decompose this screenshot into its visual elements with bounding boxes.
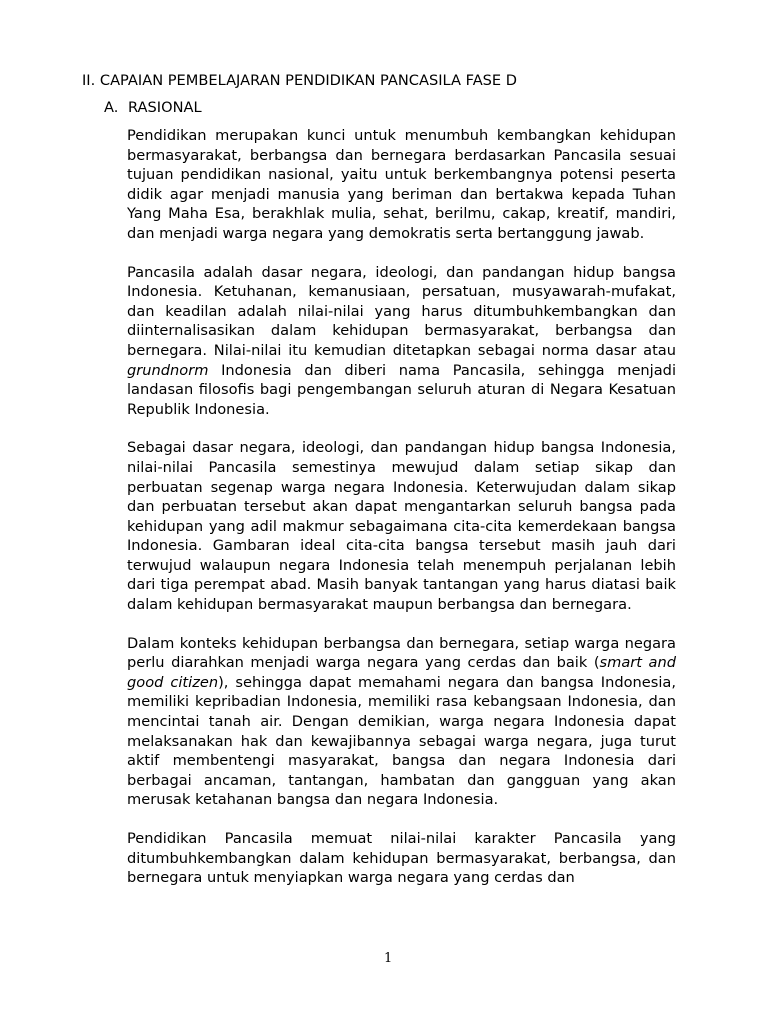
section-heading <box>104 98 202 118</box>
paragraph-4 <box>127 634 676 810</box>
paragraph-2 <box>127 263 676 420</box>
paragraph-3: Sebagai dasar negara, ideologi, dan pandangan hidup bangsa Indonesia, nilai-nilai Pancasila semestinya mewujud dalam setiap sikap dan perbuatan segenap warga negara Indonesia. Keterwujudan dalam sikap dan perbuatan tersebut akan dapat mengantarkan seluruh bangsa pada kehidupan yang adil makmur sebagaimana cita-cita kemerdekaan bangsa Indonesia. Gambaran ideal cita-cita bangsa tersebut masih jauh dari terwujud walaupun negara Indonesia telah menempuh perjalanan lebih dari tiga perempat abad. Masih banyak tantangan yang harus diatasi baik dalam kehidupan bermasyarakat maupun berbangsa dan bernegara. <box>127 439 676 614</box>
section-body <box>127 126 676 907</box>
chapter-heading: II. CAPAIAN PEMBELAJARAN PENDIDIKAN PANCASILA FASE D <box>82 72 518 89</box>
section-title: RASIONAL <box>128 99 202 116</box>
paragraph-2-italic-term: grundnorm <box>127 361 209 379</box>
paragraph-4-italic-term: smart and good citizen <box>127 654 676 691</box>
paragraph-4-text-end: ), sehingga dapat memahami negara dan bangsa Indonesia, memiliki kepribadian Indonesia, memiliki rasa kebangsaan Indonesia, dan mencintai tanah air. Dengan demikian, warga negara Indonesia dapat melaksanakan hak dan kewajibannya sebagai warga negara, juga turut aktif membentengi masyarakat, bangsa dan negara Indonesia dari berbagai ancaman, tantangan, hambatan dan gangguan yang akan merusak ketahanan bangsa dan negara Indonesia. <box>127 673 676 809</box>
paragraph-2-text-start: Pancasila adalah dasar negara, ideologi, dan pandangan hidup bangsa Indonesia. Ketuhanan, kemanusiaan, persatuan, musyawarah-mufakat, dan keadilan adalah nilai-nilai yang harus ditumbuhkembangkan dan diinternalisasikan dalam kehidupan bermasyarakat, berbangsa dan bernegara. Nilai-nilai itu kemudian ditetapkan sebagai norma dasar atau <box>127 263 676 359</box>
paragraph-1: Pendidikan merupakan kunci untuk menumbuh kembangkan kehidupan bermasyarakat, berbangsa dan bernegara berdasarkan Pancasila sesuai tujuan pendidikan nasional, yaitu untuk berkembangnya potensi peserta didik agar menjadi manusia yang beriman dan bertakwa kepada Tuhan Yang Maha Esa, berakhlak mulia, sehat, berilmu, cakap, kreatif, mandiri, dan menjadi warga negara yang demokratis serta bertanggung jawab. <box>127 127 676 242</box>
paragraph-5: Pendidikan Pancasila memuat nilai-nilai karakter Pancasila yang ditumbuhkembangkan dalam kehidupan bermasyarakat, berbangsa, dan bernegara untuk menyiapkan warga negara yang cerdas dan <box>127 830 676 887</box>
page-number: 1 <box>384 951 393 966</box>
paragraph-2-text-end: Indonesia dan diberi nama Pancasila, sehingga menjadi landasan filosofis bagi pengembangan seluruh aturan di Negara Kesatuan Republik Indonesia. <box>127 361 676 418</box>
section-number: A. <box>104 99 119 116</box>
paragraph-4-text-start: Dalam konteks kehidupan berbangsa dan bernegara, setiap warga negara perlu diarahkan menjadi warga negara yang cerdas dan baik ( <box>127 634 676 672</box>
